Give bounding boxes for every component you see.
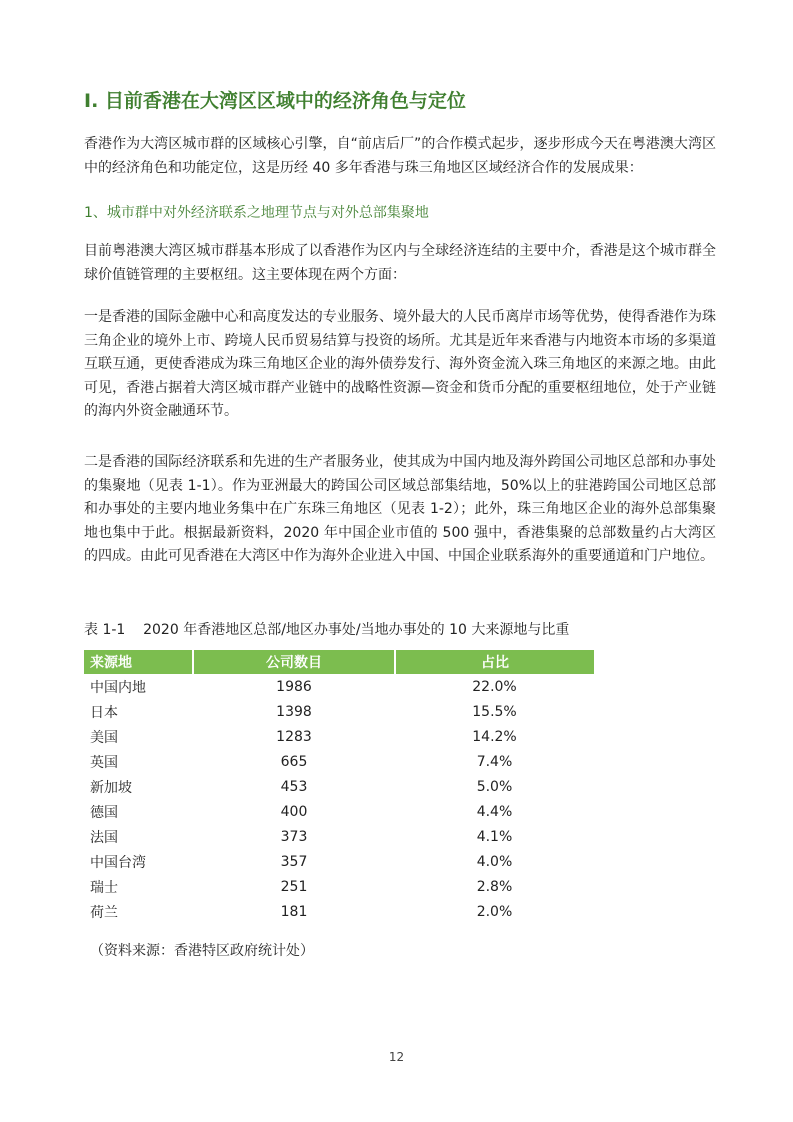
cell-share: 7.4%	[476, 753, 513, 770]
cell-share: 2.8%	[476, 878, 513, 895]
section-heading: I. 目前香港在大湾区区域中的经济角色与定位	[84, 90, 466, 112]
cell-origin: 新加坡	[90, 779, 132, 796]
cell-share: 22.0%	[472, 678, 517, 695]
header-origin: 来源地	[84, 650, 193, 674]
cell-origin: 法国	[90, 829, 118, 846]
cell-origin: 美国	[90, 729, 118, 746]
cell-share: 15.5%	[472, 703, 517, 720]
cell-count: 400	[280, 803, 308, 820]
cell-count: 357	[280, 853, 308, 870]
cell-share: 14.2%	[472, 728, 517, 745]
cell-origin: 中国台湾	[90, 854, 146, 871]
table-row	[84, 874, 594, 899]
paragraph-3: 一是香港的国际金融中心和高度发达的专业服务、境外最大的人民币离岸市场等优势，使得香港作为珠三角企业的境外上市、跨境人民币贸易结算与投资的场所。尤其是近年来香港与内地资本市场的多渠道互联互通，更使香港成为珠三角地区企业的海外债券发行、海外资金流入珠三角地区的来源之地。由此可见，香港占据着大湾区城市群产业链中的战略性资源—资金和货币分配的重要枢纽地位，处于产业链的海内外资金融通环节。	[84, 309, 716, 419]
cell-origin: 日本	[90, 704, 118, 721]
cell-share: 4.1%	[476, 828, 513, 845]
cell-count: 1283	[276, 728, 312, 745]
cell-origin: 中国内地	[90, 679, 146, 696]
paragraph-2: 目前粤港澳大湾区城市群基本形成了以香港作为区内与全球经济连结的主要中介，香港是这个城市群全球价值链管理的主要枢纽。这主要体现在两个方面：	[84, 243, 716, 283]
table-row	[84, 799, 594, 824]
paragraph-4: 二是香港的国际经济联系和先进的生产者服务业，使其成为中国内地及海外跨国公司地区总部和办事处的集聚地（见表 1-1）。作为亚洲最大的跨国公司区域总部集结地，50%以上的驻港跨国公司地区总部和办事处的主要内地业务集中在广东珠三角地区（见表 1-2）；此外，珠三角地区企业的海外总部集聚地也集中于此。根据最新资料，2020 年中国企业市值的 500 强中，香港集聚的总部数量约占大湾区的四成。由此可见香港在大湾区中作为海外企业进入中国、中国企业联系海外的重要通道和门户地位。	[84, 454, 716, 564]
table-row	[84, 774, 594, 799]
cell-share: 4.0%	[476, 853, 513, 870]
intro-paragraph: 香港作为大湾区城市群的区域核心引擎，自“前店后厂”的合作模式起步，逐步形成今天在粤港澳大湾区中的经济角色和功能定位，这是历经 40 多年香港与珠三角地区区域经济合作的发展成果：	[84, 136, 716, 176]
cell-share: 5.0%	[476, 778, 513, 795]
cell-origin: 德国	[90, 804, 118, 821]
table-source-note: （资料来源：香港特区政府统计处）	[90, 943, 314, 959]
table-row	[84, 849, 594, 874]
table-row	[84, 749, 594, 774]
cell-count: 181	[280, 903, 308, 920]
header-share: 占比	[395, 650, 594, 674]
subheading: 1、城市群中对外经济联系之地理节点与对外总部集聚地	[84, 205, 429, 221]
table-row	[84, 899, 594, 924]
origin-table	[84, 650, 594, 924]
cell-count: 453	[280, 778, 308, 795]
cell-share: 4.4%	[476, 803, 513, 820]
table-caption: 表 1-1 2020 年香港地区总部/地区办事处/当地办事处的 10 大来源地与比重	[84, 622, 570, 638]
header-count: 公司数目	[193, 650, 395, 674]
cell-origin: 荷兰	[90, 904, 118, 921]
cell-count: 251	[280, 878, 308, 895]
table-row	[84, 674, 594, 699]
cell-origin: 英国	[90, 754, 118, 771]
page-number: 12	[388, 1050, 405, 1064]
table-header-row	[84, 650, 594, 674]
cell-count: 373	[280, 828, 308, 845]
cell-share: 2.0%	[476, 903, 513, 920]
cell-origin: 瑞士	[90, 879, 118, 896]
table-row	[84, 824, 594, 849]
cell-count: 1398	[276, 703, 312, 720]
table-row	[84, 699, 594, 724]
table-row	[84, 724, 594, 749]
cell-count: 1986	[276, 678, 312, 695]
cell-count: 665	[280, 753, 308, 770]
